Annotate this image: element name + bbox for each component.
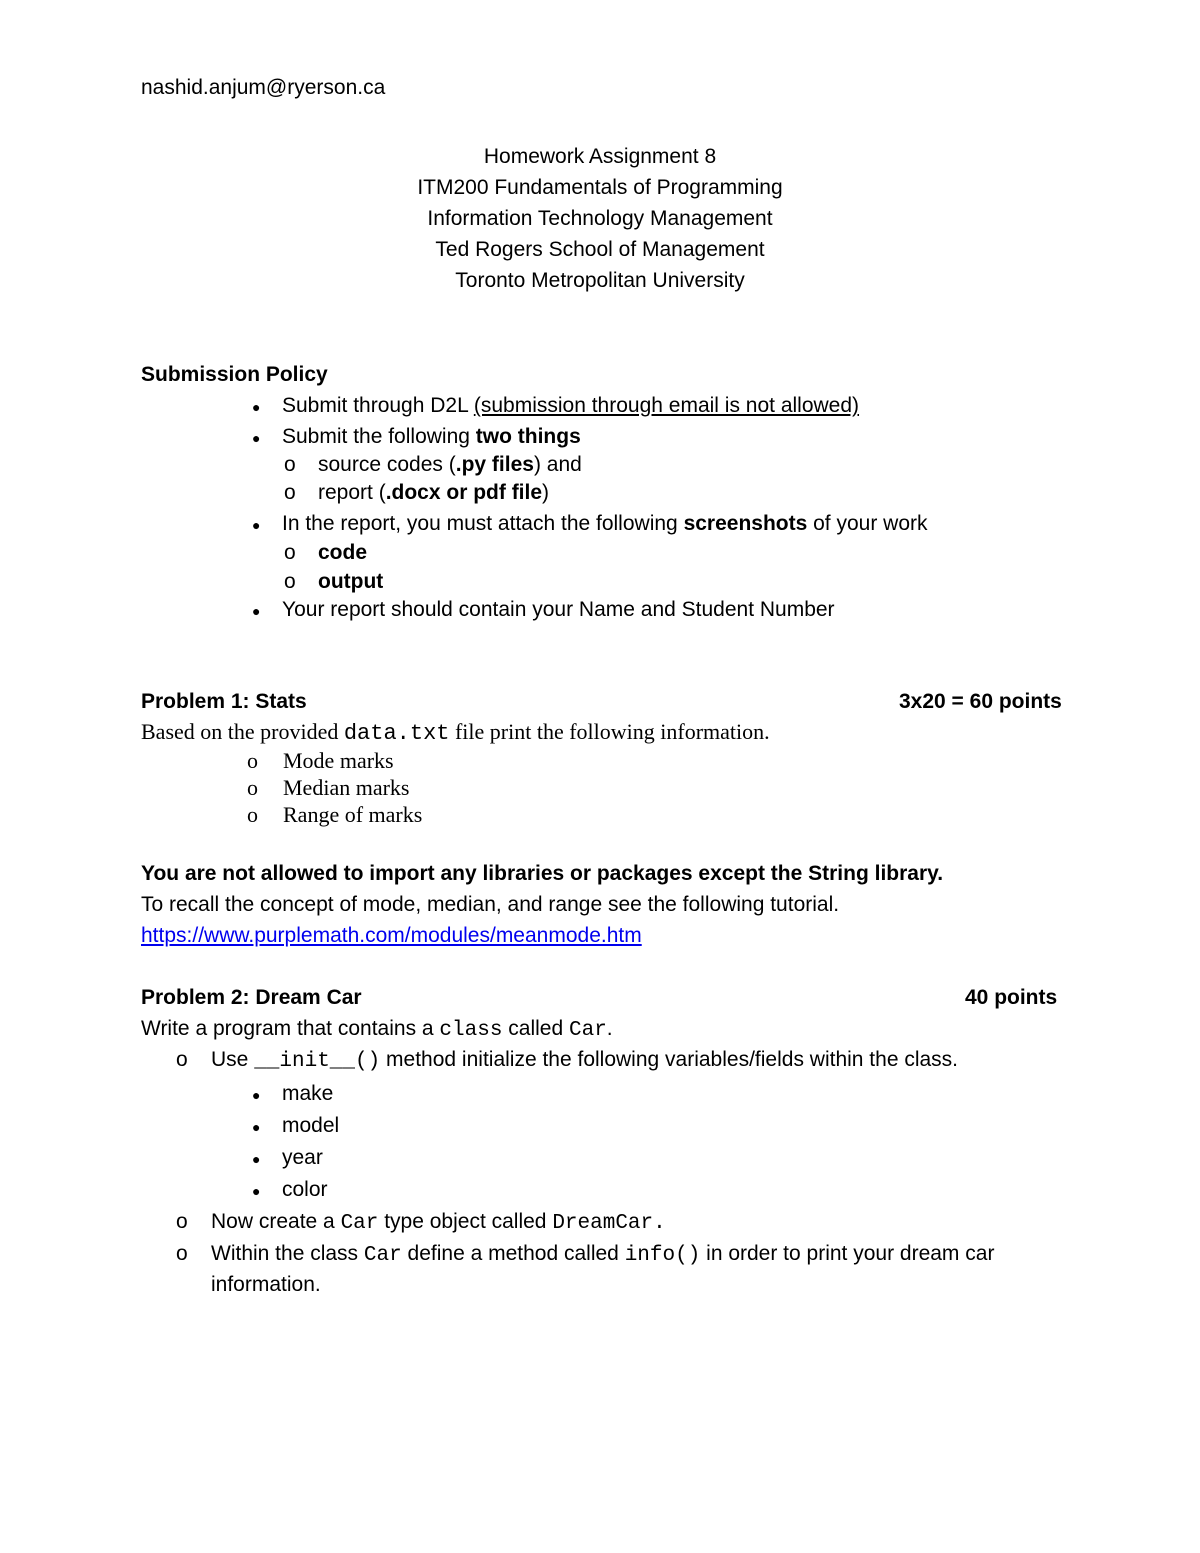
circle-bullet-icon: o <box>284 481 296 504</box>
problem1-title: Problem 1: Stats <box>141 690 307 713</box>
problem1-description-end: file print the following information. <box>449 719 770 744</box>
tutorial-link[interactable]: https://www.purplemath.com/modules/meanmode.htm <box>141 924 642 947</box>
policy-item-name: Your report should contain your Name and Student Number <box>282 598 835 621</box>
assignment-title: Homework Assignment 8 <box>483 145 717 168</box>
bullet-icon: ● <box>252 517 261 533</box>
policy-item-screenshots-end: of your work <box>807 512 928 535</box>
circle-bullet-icon: o <box>176 1242 188 1265</box>
problem2-step-create-code-dreamcar: DreamCar. <box>552 1212 666 1235</box>
bullet-icon: ● <box>252 1183 261 1199</box>
problem1-restriction: You are not allowed to import any libraries or packages except the String library. <box>141 862 944 885</box>
school-name: Ted Rogers School of Management <box>435 238 765 261</box>
problem2-description-end: . <box>606 1017 613 1040</box>
problem1-description-code: data.txt <box>343 721 450 746</box>
policy-subitem-report-text: report ( <box>318 481 386 504</box>
policy-item-things-text: Submit the following <box>282 425 476 448</box>
policy-subitem-report-end: ) <box>542 481 550 504</box>
problem2-step-init <box>211 1049 958 1072</box>
policy-item-d2l-note: (submission through email is not allowed) <box>473 394 860 417</box>
problem2-step-init-start: Use <box>211 1048 255 1071</box>
problem2-step-init-end: method initialize the following variables/fields within the class. <box>380 1048 959 1071</box>
circle-bullet-icon: o <box>284 453 296 476</box>
policy-item-things <box>282 426 581 447</box>
course-name: ITM200 Fundamentals of Programming <box>417 176 783 199</box>
policy-subitem-source-text: source codes ( <box>318 453 456 476</box>
problem2-step-info <box>211 1243 994 1266</box>
problem1-item: Median marks <box>283 775 410 800</box>
problem2-step-info-code-info: info() <box>624 1244 701 1267</box>
problem2-step-create-mid: type object called <box>378 1210 553 1233</box>
problem2-field: model <box>282 1114 340 1137</box>
policy-subitem-output: output <box>318 570 384 593</box>
problem1-description-start: Based on the provided <box>141 719 344 744</box>
policy-item-screenshots-text: In the report, you must attach the following <box>282 512 684 535</box>
problem2-step-info-end: in order to print your dream car <box>700 1242 995 1265</box>
problem2-step-create <box>211 1211 666 1234</box>
bullet-icon: ● <box>252 1087 261 1103</box>
policy-subitem-report-bold: .docx or pdf file <box>385 481 543 504</box>
problem1-item: Mode marks <box>283 748 394 773</box>
circle-bullet-icon: o <box>284 570 296 593</box>
problem2-step-create-start: Now create a <box>211 1210 341 1233</box>
circle-bullet-icon: o <box>176 1048 188 1071</box>
bullet-icon: ● <box>252 1151 261 1167</box>
problem1-item: Range of marks <box>283 802 423 827</box>
university-name: Toronto Metropolitan University <box>455 269 745 292</box>
problem2-step-create-code-car: Car <box>340 1212 379 1235</box>
policy-heading: Submission Policy <box>141 363 328 386</box>
problem1-description <box>141 721 770 745</box>
bullet-icon: ● <box>252 1119 261 1135</box>
problem1-recall: To recall the concept of mode, median, and range see the following tutorial. <box>141 893 840 916</box>
problem1-points: 3x20 = 60 points <box>899 690 1062 713</box>
bullet-icon: ● <box>252 399 261 415</box>
circle-bullet-icon: o <box>284 541 296 564</box>
circle-bullet-icon: o <box>247 748 258 773</box>
policy-item-screenshots <box>282 513 928 534</box>
policy-subitem-source <box>318 454 582 475</box>
policy-item-d2l-text: Submit through D2L <box>282 394 474 417</box>
problem2-step-info-start: Within the class <box>211 1242 364 1265</box>
problem2-points: 40 points <box>965 986 1058 1009</box>
problem2-field: year <box>282 1146 323 1169</box>
problem2-step-info-mid: define a method called <box>401 1242 625 1265</box>
circle-bullet-icon: o <box>247 802 258 827</box>
problem2-field: color <box>282 1178 328 1201</box>
problem2-step-info-continued: information. <box>211 1273 321 1296</box>
problem2-step-info-code-car: Car <box>363 1244 402 1267</box>
problem2-description-start: Write a program that contains a <box>141 1017 440 1040</box>
problem2-description-code-car: Car <box>568 1019 607 1042</box>
policy-item-d2l <box>282 395 859 416</box>
bullet-icon: ● <box>252 603 261 619</box>
circle-bullet-icon: o <box>176 1210 188 1233</box>
problem2-description-mid: called <box>502 1017 569 1040</box>
problem2-description-code-class: class <box>439 1019 503 1042</box>
problem2-step-init-code: __init__() <box>254 1050 381 1073</box>
policy-subitem-report <box>318 482 549 503</box>
policy-subitem-source-bold: .py files <box>455 453 534 476</box>
policy-item-things-bold: two things <box>475 425 581 448</box>
circle-bullet-icon: o <box>247 775 258 800</box>
problem2-field: make <box>282 1082 334 1105</box>
policy-subitem-code: code <box>318 541 368 564</box>
problem2-description <box>141 1018 613 1041</box>
program-name: Information Technology Management <box>427 207 773 230</box>
bullet-icon: ● <box>252 430 261 446</box>
author-email: nashid.anjum@ryerson.ca <box>141 76 386 99</box>
policy-subitem-source-end: ) and <box>533 453 582 476</box>
policy-item-screenshots-bold: screenshots <box>683 512 808 535</box>
problem2-title: Problem 2: Dream Car <box>141 986 362 1009</box>
